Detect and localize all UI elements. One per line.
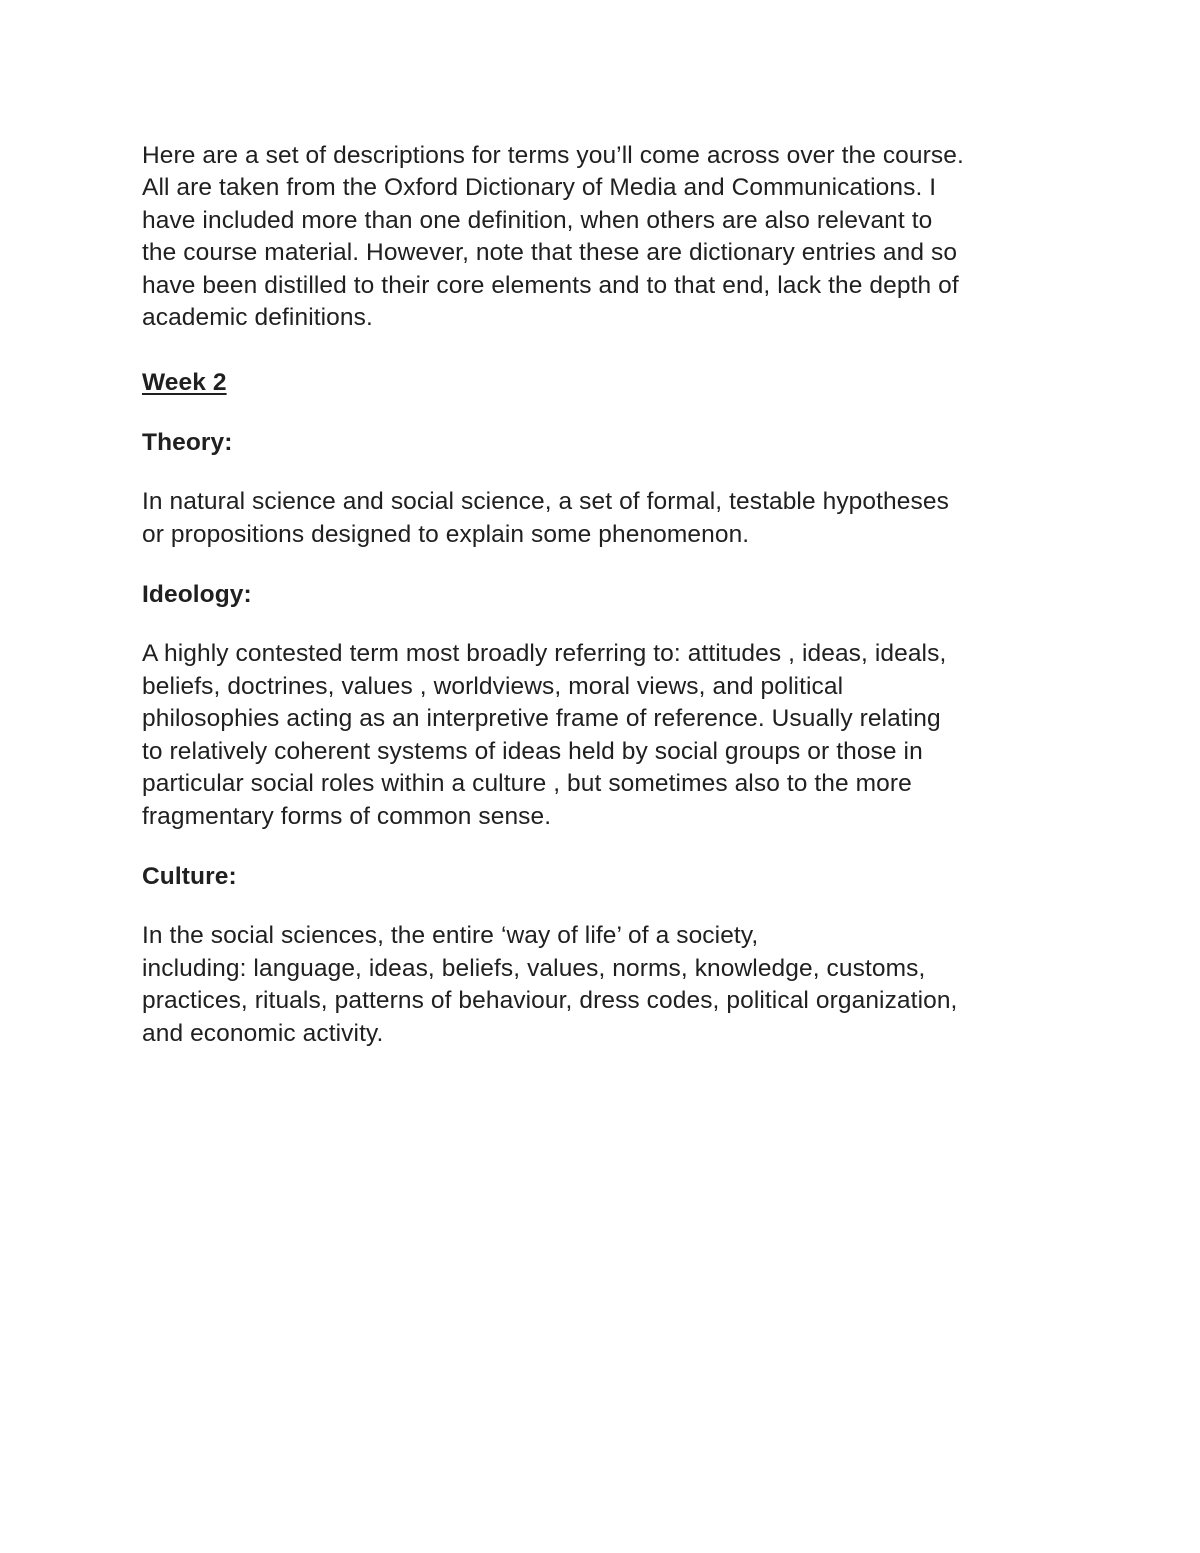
definition-culture [142, 920, 1072, 1050]
definition-line: or propositions designed to explain some phenomenon. [142, 520, 750, 548]
definition-line: particular social roles within a culture , but sometimes also to the more [142, 770, 912, 798]
intro-line: All are taken from the Oxford Dictionary of Media and Communications. I [142, 174, 937, 202]
term-heading-culture: Culture: [142, 862, 237, 890]
definition-line: In natural science and social science, a set of formal, testable hypotheses [142, 488, 949, 516]
definition-ideology [142, 638, 1072, 832]
intro-paragraph [142, 140, 1072, 334]
definition-line: including: language, ideas, beliefs, values, norms, knowledge, customs, [142, 954, 926, 982]
definition-line: In the social sciences, the entire ‘way of life’ of a society, [142, 922, 759, 950]
intro-line: the course material. However, note that these are dictionary entries and so [142, 239, 958, 267]
intro-line: academic definitions. [142, 304, 373, 332]
definition-line: A highly contested term most broadly referring to: attitudes , ideas, ideals, [142, 640, 947, 668]
definition-line: and economic activity. [142, 1019, 384, 1047]
definition-line: practices, rituals, patterns of behaviour, dress codes, political organization, [142, 987, 958, 1015]
document-page [142, 140, 1072, 1078]
definition-theory [142, 486, 1072, 551]
definition-line: philosophies acting as an interpretive frame of reference. Usually relating [142, 705, 941, 733]
definition-line: fragmentary forms of common sense. [142, 802, 552, 830]
definition-line: to relatively coherent systems of ideas held by social groups or those in [142, 737, 923, 765]
definition-line: beliefs, doctrines, values , worldviews, moral views, and political [142, 672, 844, 700]
term-heading-ideology: Ideology: [142, 581, 252, 609]
intro-line: have been distilled to their core elements and to that end, lack the depth of [142, 271, 959, 299]
week-heading: Week 2 [142, 369, 227, 397]
term-heading-theory: Theory: [142, 428, 233, 456]
intro-line: Here are a set of descriptions for terms you’ll come across over the course. [142, 142, 964, 169]
intro-line: have included more than one definition, when others are also relevant to [142, 206, 933, 234]
